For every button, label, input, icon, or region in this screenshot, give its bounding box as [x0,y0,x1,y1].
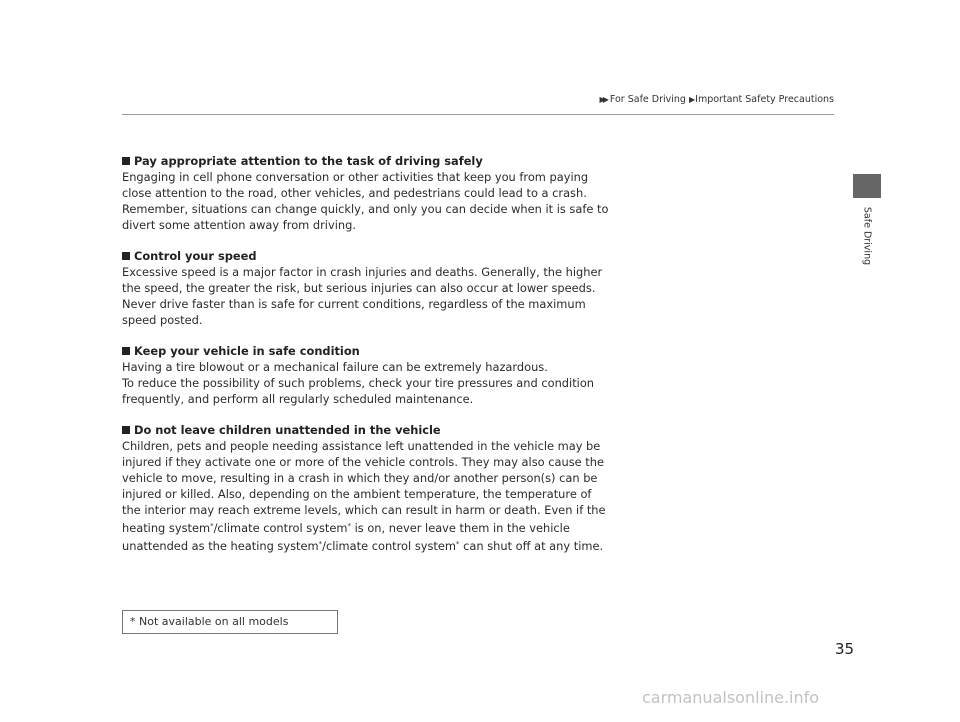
body-line: To reduce the possibility of such problems, check your tire pressures and condition [122,376,595,390]
footnote-text: Not available on all models [139,615,289,628]
double-triangle-icon: ▶▶ [599,95,606,104]
footnote-star: * [130,615,136,628]
section-speed [122,248,603,328]
section-children-unattended [122,422,606,554]
square-bullet-icon [122,347,130,355]
watermark: carmanualsonline.info [642,688,820,707]
body-line: the interior may reach extreme levels, which can result in harm or death. Even if the [122,503,606,517]
main-content [122,153,609,569]
section-tab-label: Safe Driving [861,206,873,266]
body-line: vehicle to move, resulting in a crash in which they and/or another person(s) can be [122,471,598,485]
body-line: divert some attention away from driving. [122,218,356,232]
square-bullet-icon [122,426,130,434]
section-heading: Keep your vehicle in safe condition [122,343,562,359]
section-vehicle-condition [122,343,595,407]
page-number: 35 [835,640,855,658]
body-line: the speed, the greater the risk, but serious injuries can also occur at lower speeds. [122,281,596,295]
footnote-star: * [318,540,323,548]
body-line: Having a tire blowout or a mechanical failure can be extremely hazardous. [122,360,548,374]
section-heading: Pay appropriate attention to the task of driving safely [122,153,562,169]
breadcrumb [590,94,834,105]
body-line: Engaging in cell phone conversation or other activities that keep you from paying [122,170,589,184]
triangle-icon: ▶ [689,95,696,104]
footnote [122,610,338,634]
breadcrumb-item-for-safe-driving[interactable]: For Safe Driving [609,94,686,105]
section-heading: Control your speed [122,248,562,264]
body-line: injured if they activate one or more of the vehicle controls. They may also cause the [122,455,604,469]
footnote-star: * [456,540,460,548]
body-line: speed posted. [122,313,203,327]
body-line: Never drive faster than is safe for current conditions, regardless of the maximum [122,297,586,311]
footnote-star: * [347,522,351,530]
body-line: heating system*/climate control system* is on, never leave them in the vehicle [122,521,570,535]
body-line: Children, pets and people needing assistance left unattended in the vehicle may be [122,439,601,453]
section-heading: Do not leave children unattended in the vehicle [122,422,562,438]
body-line: Excessive speed is a major factor in crash injuries and deaths. Generally, the higher [122,265,603,279]
body-line: frequently, and perform all regularly scheduled maintenance. [122,392,474,406]
body-line: injured or killed. Also, depending on the ambient temperature, the temperature of [122,487,592,501]
square-bullet-icon [122,157,130,165]
header-divider [122,114,834,115]
square-bullet-icon [122,252,130,260]
section-tab-marker [853,174,881,198]
footnote-star: * [210,522,214,530]
body-line: Remember, situations can change quickly, and only you can decide when it is safe to [122,202,609,216]
breadcrumb-item-important-safety-precautions[interactable]: Important Safety Precautions [695,94,834,105]
body-line: close attention to the road, other vehicles, and pedestrians could lead to a crash. [122,186,587,200]
section-attention [122,153,609,233]
body-line: unattended as the heating system*/climate control system* can shut off at any time. [122,539,604,553]
